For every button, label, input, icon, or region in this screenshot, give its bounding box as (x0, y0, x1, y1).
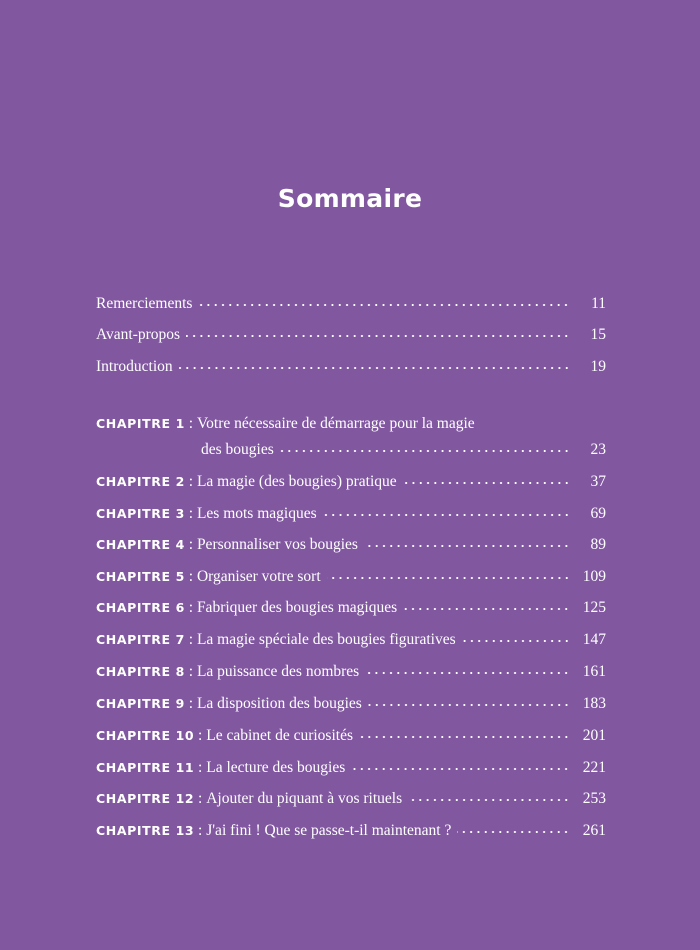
dot-leader (359, 734, 570, 740)
chapter-title: Organiser votre sort (196, 568, 321, 585)
chapter-title: La magie (des bougies) pratique (196, 473, 397, 490)
dot-leader (368, 702, 570, 708)
chapter-title: Fabriquer des bougies magiques (196, 599, 398, 616)
chapter-label: CHAPITRE 9 (96, 696, 185, 711)
dot-leader (198, 302, 570, 308)
chapter-label: CHAPITRE 13 (96, 823, 195, 838)
page-title: Sommaire (277, 184, 423, 213)
chapter-title: J'ai fini ! Que se passe-t-il maintenant ? (206, 822, 452, 839)
toc-page-number: 253 (582, 790, 606, 807)
dot-leader (179, 365, 570, 371)
toc-page-number: 125 (582, 599, 606, 616)
toc-page-number: 69 (590, 505, 606, 522)
dot-leader (403, 480, 570, 486)
chapter-separator: : (184, 473, 197, 490)
toc-page-number: 147 (582, 631, 606, 648)
chapter-label: CHAPITRE 1 (96, 416, 185, 431)
dot-leader (408, 797, 570, 803)
chapter-title: La lecture des bougies (206, 759, 346, 776)
toc-chapter-6[interactable] (96, 599, 606, 623)
dot-leader (457, 829, 570, 835)
chapter-label: CHAPITRE 3 (96, 506, 185, 521)
chapter-separator: : (194, 759, 207, 776)
toc-chapter-3[interactable] (96, 505, 606, 529)
chapter-separator: : (184, 536, 197, 553)
dot-leader (364, 543, 570, 549)
toc-chapter-9[interactable] (96, 695, 606, 719)
chapter-title: La disposition des bougies (196, 695, 362, 712)
chapter-label: CHAPITRE 7 (96, 632, 185, 647)
chapter-label: CHAPITRE 12 (96, 791, 195, 806)
chapter-title: Ajouter du piquant à vos rituels (206, 790, 403, 807)
chapter-label: CHAPITRE 8 (96, 664, 185, 679)
toc-chapter-1-continued[interactable] (201, 441, 606, 465)
chapter-title: Le cabinet de curiosités (206, 727, 353, 744)
toc-chapter-13[interactable] (96, 822, 606, 846)
dot-leader (280, 448, 570, 454)
chapter-separator: : (184, 695, 197, 712)
chapter-separator: : (194, 822, 207, 839)
dot-leader (323, 512, 570, 518)
toc-chapter-8[interactable] (96, 663, 606, 687)
chapter-separator: : (184, 415, 197, 432)
toc-page-number: 15 (590, 326, 606, 343)
toc-page-number: 11 (591, 295, 606, 312)
toc-entry-remerciements[interactable] (96, 295, 606, 319)
chapter-title: La puissance des nombres (196, 663, 360, 680)
toc-page-number: 23 (590, 441, 606, 458)
toc-chapter-4[interactable] (96, 536, 606, 560)
toc-page-number: 109 (582, 568, 606, 585)
dot-leader (365, 670, 570, 676)
chapter-separator: : (184, 568, 197, 585)
toc-page-number: 89 (590, 536, 606, 553)
chapter-label: CHAPITRE 11 (96, 760, 195, 775)
chapter-title: Personnaliser vos bougies (196, 536, 358, 553)
toc-page-number: 201 (582, 727, 606, 744)
chapter-label: CHAPITRE 5 (96, 569, 185, 584)
chapter-separator: : (194, 727, 207, 744)
toc-entry-introduction[interactable] (96, 358, 606, 382)
dot-leader (186, 333, 570, 339)
toc-page-number: 37 (590, 473, 606, 490)
toc-entry-label: Introduction (96, 358, 173, 375)
chapter-title: Votre nécessaire de démarrage pour la magie (196, 415, 475, 432)
chapter-label: CHAPITRE 10 (96, 728, 195, 743)
toc-chapter-1[interactable] (96, 415, 606, 439)
chapter-title: La magie spéciale des bougies figuratives (196, 631, 456, 648)
chapter-separator: : (184, 631, 197, 648)
chapter-title: Les mots magiques (196, 505, 317, 522)
toc-chapter-2[interactable] (96, 473, 606, 497)
dot-leader (462, 638, 570, 644)
toc-chapter-10[interactable] (96, 727, 606, 751)
toc-entry-avant-propos[interactable] (96, 326, 606, 350)
chapter-separator: : (184, 505, 197, 522)
chapter-label: CHAPITRE 4 (96, 537, 185, 552)
toc-chapter-11[interactable] (96, 759, 606, 783)
dot-leader (327, 575, 570, 581)
toc-chapter-7[interactable] (96, 631, 606, 655)
toc-page-number: 221 (582, 759, 606, 776)
toc-page-number: 19 (590, 358, 606, 375)
toc-page-number: 261 (582, 822, 606, 839)
chapter-title-continued: des bougies (201, 441, 274, 458)
dot-leader (351, 766, 570, 772)
chapter-label: CHAPITRE 2 (96, 474, 185, 489)
chapter-separator: : (184, 663, 197, 680)
toc-chapter-5[interactable] (96, 568, 606, 592)
toc-chapter-12[interactable] (96, 790, 606, 814)
toc-entry-label: Remerciements (96, 295, 193, 312)
chapter-separator: : (184, 599, 197, 616)
toc-entry-label: Avant-propos (96, 326, 181, 343)
chapter-label: CHAPITRE 6 (96, 600, 185, 615)
toc-page-number: 161 (582, 663, 606, 680)
dot-leader (403, 606, 570, 612)
chapter-separator: : (194, 790, 207, 807)
toc-page-number: 183 (582, 695, 606, 712)
